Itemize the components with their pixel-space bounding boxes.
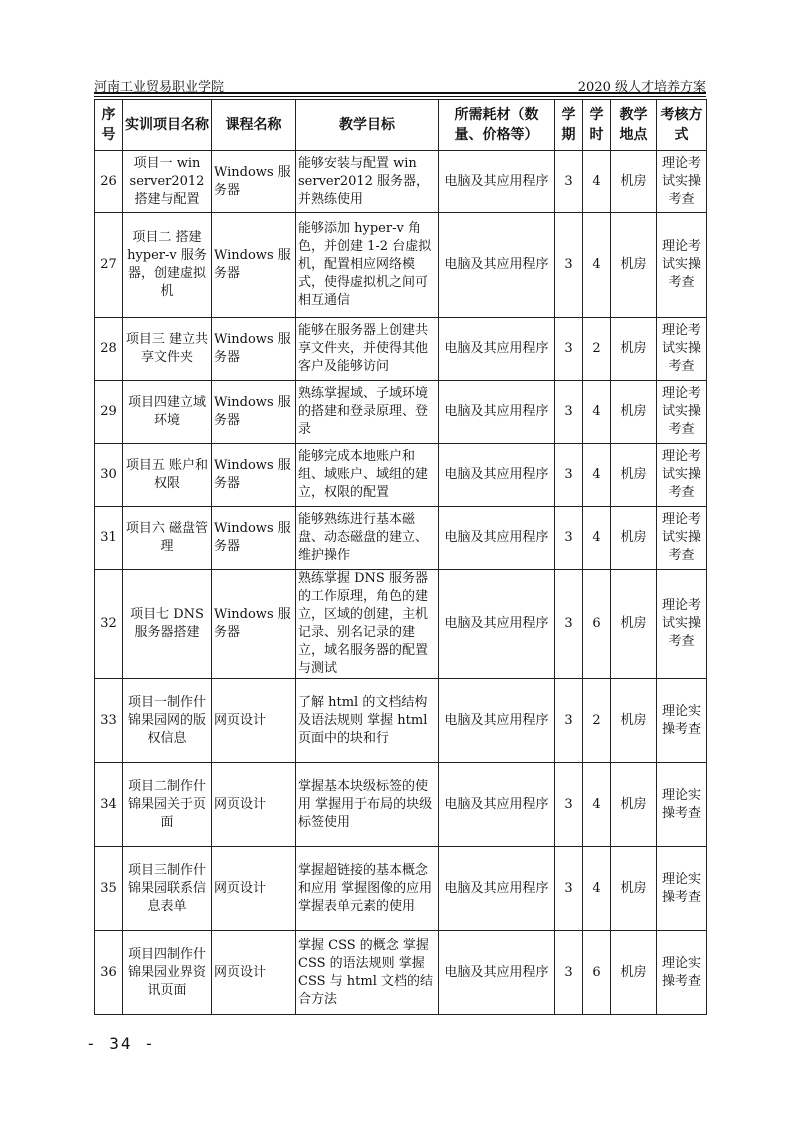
table-row <box>95 381 707 444</box>
row-project-name: 项目四建立域环境 <box>123 381 212 444</box>
row-semester: 3 <box>555 151 583 213</box>
row-course-name: 网页设计 <box>212 931 296 1015</box>
row-teaching-goal: 掌握 CSS 的概念 掌握 CSS 的语法规则 掌握 CSS 与 html 文档的结合方法 <box>296 931 439 1015</box>
row-teaching-goal: 能够安装与配置 win server2012 服务器，并熟练使用 <box>296 151 439 213</box>
row-location: 机房 <box>611 318 657 381</box>
row-course-name: Windows 服务器 <box>212 507 296 570</box>
row-semester: 3 <box>555 931 583 1015</box>
row-hours: 4 <box>583 763 611 847</box>
row-seq: 36 <box>95 931 123 1015</box>
row-hours: 4 <box>583 444 611 507</box>
row-materials: 电脑及其应用程序 <box>439 444 555 507</box>
header-materials: 所需耗材（数量、价格等） <box>439 100 555 151</box>
row-assessment: 理论考试实操考查 <box>657 151 707 213</box>
row-hours: 2 <box>583 679 611 763</box>
row-assessment: 理论考试实操考查 <box>657 570 707 679</box>
row-location: 机房 <box>611 763 657 847</box>
table-row <box>95 507 707 570</box>
table-row <box>95 444 707 507</box>
header-course: 课程名称 <box>212 100 296 151</box>
row-location: 机房 <box>611 570 657 679</box>
row-course-name: Windows 服务器 <box>212 151 296 213</box>
table-row <box>95 679 707 763</box>
row-course-name: Windows 服务器 <box>212 444 296 507</box>
header-goal: 教学目标 <box>296 100 439 151</box>
page-header <box>94 74 706 94</box>
row-seq: 29 <box>95 381 123 444</box>
header-rule-thick <box>94 92 706 94</box>
row-project-name: 项目一制作什锦果园网的版权信息 <box>123 679 212 763</box>
row-semester: 3 <box>555 381 583 444</box>
row-project-name: 项目七 DNS 服务器搭建 <box>123 570 212 679</box>
row-materials: 电脑及其应用程序 <box>439 931 555 1015</box>
row-materials: 电脑及其应用程序 <box>439 151 555 213</box>
row-project-name: 项目三 建立共享文件夹 <box>123 318 212 381</box>
row-teaching-goal: 熟练掌握域、子域环境的搭建和登录原理、登录 <box>296 381 439 444</box>
row-semester: 3 <box>555 763 583 847</box>
row-semester: 3 <box>555 213 583 318</box>
table-row <box>95 931 707 1015</box>
row-location: 机房 <box>611 507 657 570</box>
row-project-name: 项目六 磁盘管理 <box>123 507 212 570</box>
row-location: 机房 <box>611 381 657 444</box>
row-project-name: 项目一 win server2012 搭建与配置 <box>123 151 212 213</box>
row-seq: 33 <box>95 679 123 763</box>
training-projects-table <box>94 99 707 1015</box>
row-assessment: 理论考试实操考查 <box>657 444 707 507</box>
row-seq: 32 <box>95 570 123 679</box>
row-semester: 3 <box>555 847 583 931</box>
header-school-name: 河南工业贸易职业学院 <box>94 80 225 95</box>
row-course-name: 网页设计 <box>212 679 296 763</box>
row-materials: 电脑及其应用程序 <box>439 763 555 847</box>
row-project-name: 项目三制作什锦果园联系信息表单 <box>123 847 212 931</box>
row-course-name: 网页设计 <box>212 763 296 847</box>
row-seq: 34 <box>95 763 123 847</box>
row-hours: 4 <box>583 507 611 570</box>
row-location: 机房 <box>611 847 657 931</box>
table-row <box>95 151 707 213</box>
row-hours: 6 <box>583 570 611 679</box>
row-materials: 电脑及其应用程序 <box>439 847 555 931</box>
row-project-name: 项目五 账户和权限 <box>123 444 212 507</box>
table-row <box>95 213 707 318</box>
row-assessment: 理论实操考查 <box>657 679 707 763</box>
row-teaching-goal: 掌握基本块级标签的使用 掌握用于布局的块级标签使用 <box>296 763 439 847</box>
row-teaching-goal: 能够熟练进行基本磁盘、动态磁盘的建立、维护操作 <box>296 507 439 570</box>
row-materials: 电脑及其应用程序 <box>439 213 555 318</box>
row-seq: 26 <box>95 151 123 213</box>
row-teaching-goal: 了解 html 的文档结构及语法规则 掌握 html 页面中的块和行 <box>296 679 439 763</box>
row-seq: 27 <box>95 213 123 318</box>
row-seq: 35 <box>95 847 123 931</box>
row-assessment: 理论实操考查 <box>657 763 707 847</box>
header-hours: 学时 <box>583 100 611 151</box>
row-course-name: Windows 服务器 <box>212 318 296 381</box>
row-teaching-goal: 掌握超链接的基本概念和应用 掌握图像的应用 掌握表单元素的使用 <box>296 847 439 931</box>
row-project-name: 项目二制作什锦果园关于页面 <box>123 763 212 847</box>
row-seq: 28 <box>95 318 123 381</box>
header-assessment: 考核方式 <box>657 100 707 151</box>
table-row <box>95 318 707 381</box>
row-course-name: Windows 服务器 <box>212 381 296 444</box>
header-semester: 学期 <box>555 100 583 151</box>
row-course-name: Windows 服务器 <box>212 570 296 679</box>
row-project-name: 项目四制作什锦果园业界资讯页面 <box>123 931 212 1015</box>
row-hours: 4 <box>583 213 611 318</box>
header-project: 实训项目名称 <box>123 100 212 151</box>
row-semester: 3 <box>555 318 583 381</box>
row-seq: 31 <box>95 507 123 570</box>
table-row <box>95 847 707 931</box>
row-assessment: 理论实操考查 <box>657 931 707 1015</box>
row-seq: 30 <box>95 444 123 507</box>
row-assessment: 理论考试实操考查 <box>657 381 707 444</box>
row-semester: 3 <box>555 679 583 763</box>
row-materials: 电脑及其应用程序 <box>439 318 555 381</box>
row-location: 机房 <box>611 151 657 213</box>
header-location: 教学地点 <box>611 100 657 151</box>
header-seq: 序号 <box>95 100 123 151</box>
row-teaching-goal: 熟练掌握 DNS 服务器的工作原理，角色的建立，区域的创建，主机记录、别名记录的建立，域名服务器的配置与测试 <box>296 570 439 679</box>
row-assessment: 理论考试实操考查 <box>657 213 707 318</box>
row-assessment: 理论实操考查 <box>657 847 707 931</box>
row-teaching-goal: 能够完成本地账户和组、域账户、域组的建立，权限的配置 <box>296 444 439 507</box>
row-materials: 电脑及其应用程序 <box>439 570 555 679</box>
row-assessment: 理论考试实操考查 <box>657 507 707 570</box>
row-semester: 3 <box>555 507 583 570</box>
row-materials: 电脑及其应用程序 <box>439 381 555 444</box>
row-hours: 4 <box>583 381 611 444</box>
row-location: 机房 <box>611 679 657 763</box>
row-teaching-goal: 能够添加 hyper-v 角色，并创建 1-2 台虚拟机，配置相应网络模式，使得虚拟机之间可相互通信 <box>296 213 439 318</box>
header-plan-title: 2020 级人才培养方案 <box>577 80 706 95</box>
row-materials: 电脑及其应用程序 <box>439 679 555 763</box>
row-hours: 4 <box>583 847 611 931</box>
row-assessment: 理论考试实操考查 <box>657 318 707 381</box>
row-location: 机房 <box>611 444 657 507</box>
row-materials: 电脑及其应用程序 <box>439 507 555 570</box>
row-course-name: 网页设计 <box>212 847 296 931</box>
page-number: - 34 - <box>86 1034 156 1053</box>
row-course-name: Windows 服务器 <box>212 213 296 318</box>
row-project-name: 项目二 搭建 hyper-v 服务器，创建虚拟机 <box>123 213 212 318</box>
row-semester: 3 <box>555 444 583 507</box>
row-hours: 4 <box>583 151 611 213</box>
row-location: 机房 <box>611 931 657 1015</box>
table-row <box>95 763 707 847</box>
table-header-row <box>95 100 707 151</box>
row-hours: 2 <box>583 318 611 381</box>
row-hours: 6 <box>583 931 611 1015</box>
row-location: 机房 <box>611 213 657 318</box>
row-teaching-goal: 能够在服务器上创建共享文件夹，并使得其他客户及能够访问 <box>296 318 439 381</box>
header-rule-thin <box>94 96 706 97</box>
table-row <box>95 570 707 679</box>
row-semester: 3 <box>555 570 583 679</box>
